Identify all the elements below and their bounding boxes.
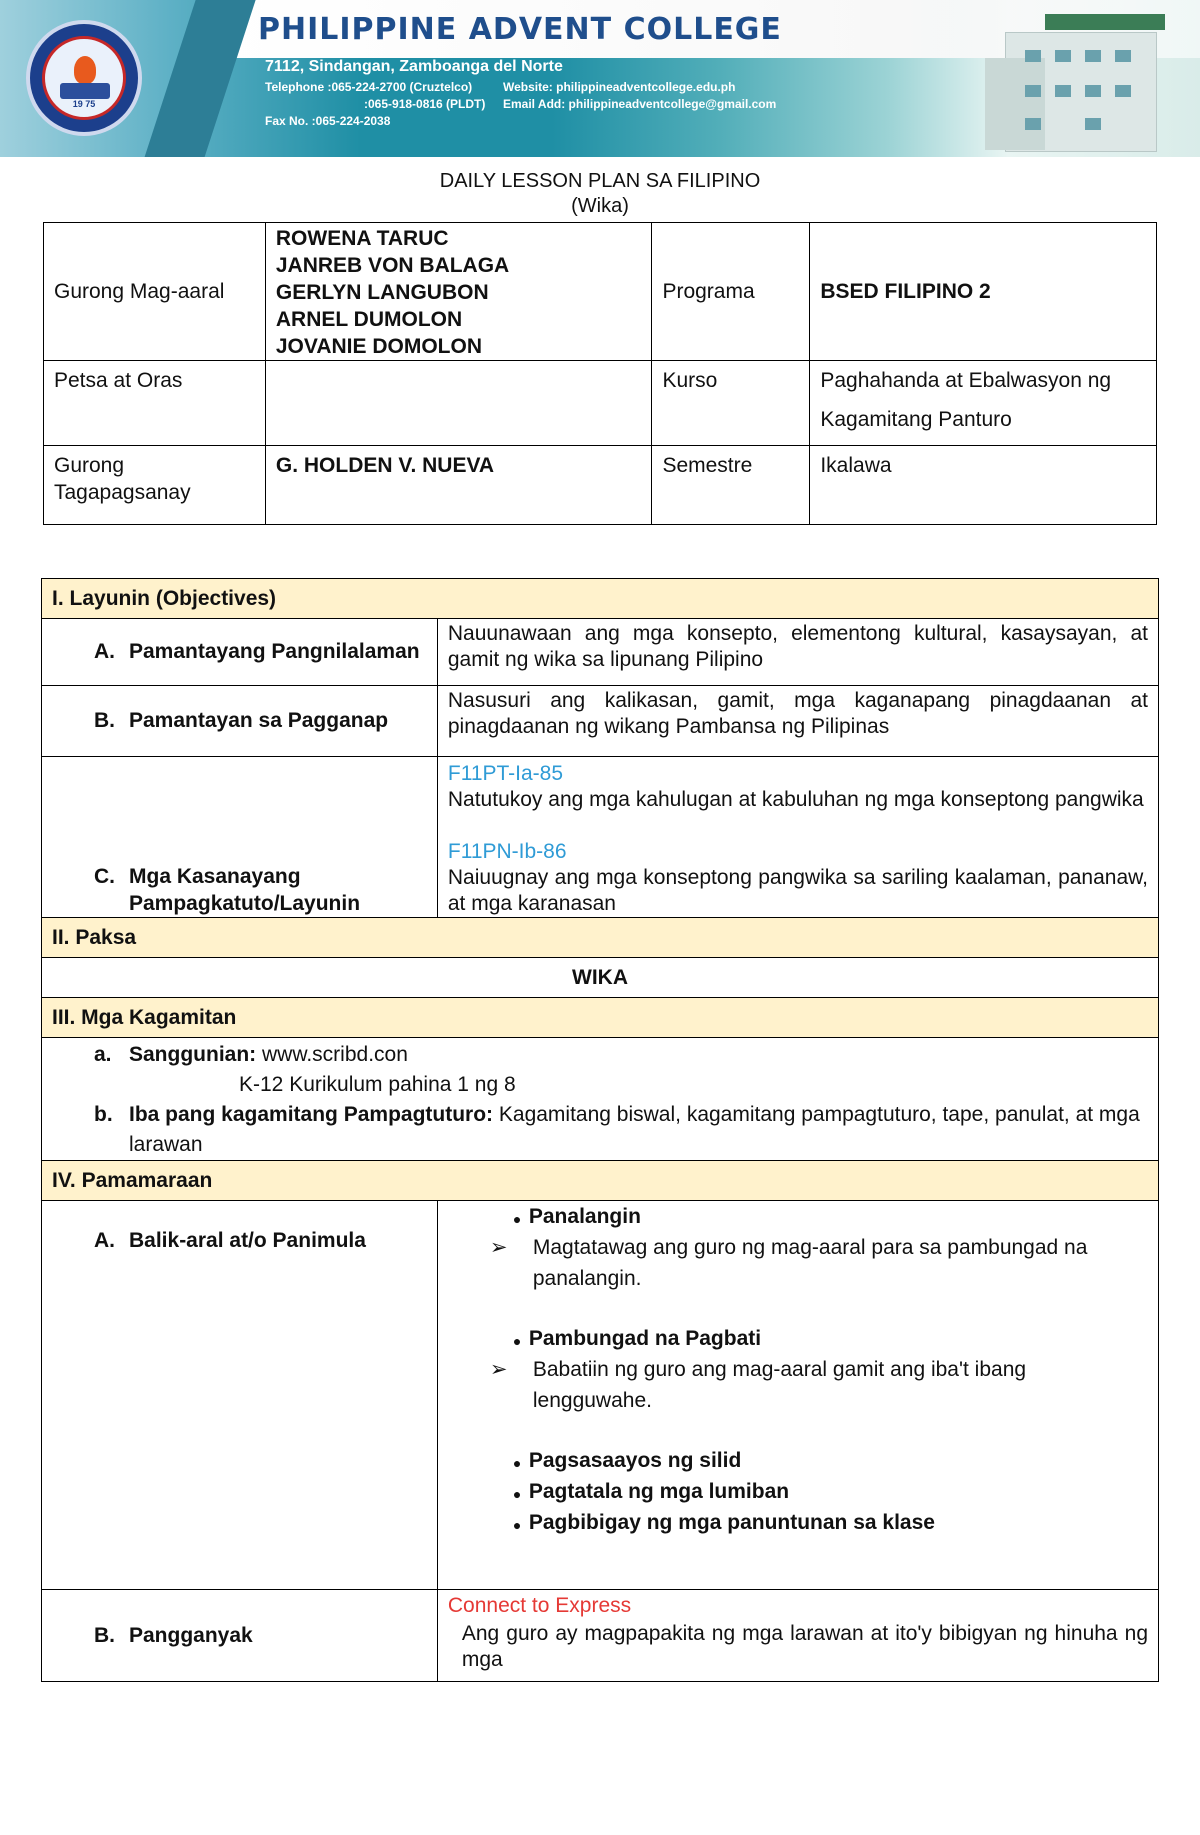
competency-code: F11PN-Ib-86	[447, 840, 567, 863]
building-window	[1085, 85, 1101, 97]
content-standard-text: Nauunawaan ang mga konsepto, elementong kultural, kasaysayan, at gamit ng wika sa lipunang Pilipino	[437, 619, 1158, 686]
adviser-label: Gurong Tagapagsanay	[44, 446, 266, 525]
material-reference: a. Sanggunian: www.scribd.con	[94, 1043, 408, 1066]
telephone: Telephone :065-224-2700 (Cruztelco)	[265, 80, 473, 94]
course-value-line: Kagamitang Panturo	[820, 408, 1012, 431]
info-table	[43, 222, 1157, 525]
review-label	[42, 1201, 438, 1590]
competency-text: Natutukoy ang mga kahulugan at kabuluhan ng mga konseptong pangwika	[447, 788, 1144, 811]
bullet-item: ● Pagtatala ng mga lumiban	[448, 1476, 1148, 1507]
building-sign	[1045, 14, 1165, 30]
bullet-item: ● Pagbibigay ng mga panuntunan sa klase	[448, 1507, 1148, 1538]
course-label: Kurso	[652, 361, 810, 446]
item-letter: A.	[94, 1229, 115, 1252]
adviser-value: G. HOLDEN V. NUEVA	[265, 446, 652, 525]
college-building-photo	[985, 10, 1190, 150]
bullet-item: ● Pambungad na Pagbati	[448, 1323, 1148, 1354]
section-heading: IV. Pamamaraan	[42, 1161, 1159, 1201]
competency-code: F11PT-Ia-85	[447, 762, 564, 785]
materials-cell	[42, 1038, 1159, 1161]
row-performance-standard	[42, 686, 1159, 757]
program-label: Programa	[652, 223, 810, 361]
arrow-item: ➢ Babatiin ng guro ang mag-aaral gamit ang iba't ibang lengguwahe.	[448, 1354, 1148, 1416]
student-teacher-name: JANREB VON BALAGA	[275, 254, 510, 277]
section-objectives	[42, 579, 1159, 619]
student-teacher-name: JOVANIE DOMOLON	[275, 335, 482, 358]
item-letter: B.	[94, 709, 115, 732]
seal-year: 19 75	[72, 99, 96, 109]
website: Website: philippineadventcollege.edu.ph	[503, 80, 736, 94]
topic-value: WIKA	[42, 958, 1159, 998]
section-topic	[42, 918, 1159, 958]
item-letter: B.	[94, 1623, 115, 1647]
date-value	[265, 361, 652, 446]
building-window	[1025, 118, 1041, 130]
info-row-adviser	[44, 446, 1157, 525]
item-letter: C.	[94, 865, 115, 888]
student-teachers-cell	[265, 223, 652, 361]
row-topic	[42, 958, 1159, 998]
building-window	[1085, 50, 1101, 62]
building-wing	[985, 58, 1045, 150]
school-seal-logo	[26, 20, 142, 136]
arrow-item: ➢ Magtatawag ang guro ng mag-aaral para sa pambungad na panalangin.	[448, 1232, 1148, 1294]
row-review	[42, 1201, 1159, 1590]
section-heading: III. Mga Kagamitan	[42, 998, 1159, 1038]
seal-flame-icon	[74, 56, 96, 84]
section-heading: I. Layunin (Objectives)	[42, 579, 1159, 619]
school-address: 7112, Sindangan, Zamboanga del Norte	[265, 58, 563, 75]
building-window	[1025, 50, 1041, 62]
section-procedure	[42, 1161, 1159, 1201]
motivation-strategy: Connect to Express	[447, 1594, 632, 1617]
item-letter: A.	[94, 640, 115, 663]
seal-book-icon	[60, 83, 110, 99]
info-row-date	[44, 361, 1157, 446]
item-label: Mga Kasanayang	[129, 865, 301, 888]
content-standard-label	[42, 619, 438, 686]
program-value: BSED FILIPINO 2	[810, 223, 1157, 361]
material-reference-cont: K-12 Kurikulum pahina 1 ng 8	[239, 1073, 516, 1096]
competency-text: Naiuugnay ang mga konseptong pangwika sa sariling kaalaman, pananaw, at mga karanasan	[447, 866, 1148, 915]
bullet-item: ● Pagsasaayos ng silid	[448, 1445, 1148, 1476]
item-label: Pamantayang Pangnilalaman	[129, 640, 420, 663]
date-label: Petsa at Oras	[44, 361, 266, 446]
building-window	[1085, 118, 1101, 130]
review-content	[437, 1201, 1158, 1590]
telephone-2: :065-918-0816 (PLDT)	[364, 97, 486, 111]
motivation-label	[42, 1590, 438, 1682]
info-row-teachers	[44, 223, 1157, 361]
banner-slant	[137, 0, 259, 157]
competencies-label	[42, 757, 438, 918]
building-window	[1055, 50, 1071, 62]
material-other-cont: larawan	[129, 1133, 203, 1156]
competencies-text	[437, 757, 1158, 918]
bullet-item: ● Panalangin	[448, 1201, 1148, 1232]
motivation-content	[437, 1590, 1158, 1682]
performance-standard-label	[42, 686, 438, 757]
motivation-text: Ang guro ay magpapakita ng mga larawan at ito'y bibigyan ng hinuha ng mga	[461, 1622, 1148, 1671]
row-motivation	[42, 1590, 1159, 1682]
seal-ring	[42, 36, 126, 120]
semester-label: Semestre	[652, 446, 810, 525]
course-value	[810, 361, 1157, 446]
row-competencies	[42, 757, 1159, 918]
document-title: DAILY LESSON PLAN SA FILIPINO	[439, 170, 761, 192]
semester-value: Ikalawa	[810, 446, 1157, 525]
lesson-plan-table	[41, 578, 1159, 1682]
row-content-standard	[42, 619, 1159, 686]
performance-standard-text: Nasusuri ang kalikasan, gamit, mga kaganapang pinagdaanan at pinagdaanan ng wikang Pambansa ng Pilipinas	[437, 686, 1158, 757]
item-label: Balik-aral at/o Panimula	[129, 1229, 366, 1252]
student-teacher-name: GERLYN LANGUBON	[275, 281, 489, 304]
fax: Fax No. :065-224-2038	[265, 114, 391, 128]
section-heading: II. Paksa	[42, 918, 1159, 958]
building-window	[1115, 85, 1131, 97]
building-window	[1115, 50, 1131, 62]
section-materials	[42, 998, 1159, 1038]
header-banner	[0, 0, 1200, 157]
item-label: Pamantayan sa Pagganap	[129, 709, 389, 732]
building-window	[1055, 85, 1071, 97]
student-teacher-label: Gurong Mag-aaral	[44, 223, 266, 361]
school-name: PHILIPPINE ADVENT COLLEGE	[258, 12, 782, 47]
student-teacher-name: ARNEL DUMOLON	[275, 308, 463, 331]
building-window	[1025, 85, 1041, 97]
email: Email Add: philippineadventcollege@gmail.com	[503, 97, 777, 111]
document-subtitle: (Wika)	[571, 195, 629, 217]
item-label-cont: Pampagkatuto/Layunin	[129, 892, 361, 915]
student-teacher-name: ROWENA TARUC	[275, 227, 449, 250]
course-value-line: Paghahanda at Ebalwasyon ng	[820, 369, 1112, 392]
row-materials	[42, 1038, 1159, 1161]
material-other: b. Iba pang kagamitang Pampagtuturo: Kagamitang biswal, kagamitang pampagtuturo, tape, panulat, at mga	[94, 1103, 1140, 1126]
item-label: Pangganyak	[129, 1623, 253, 1647]
